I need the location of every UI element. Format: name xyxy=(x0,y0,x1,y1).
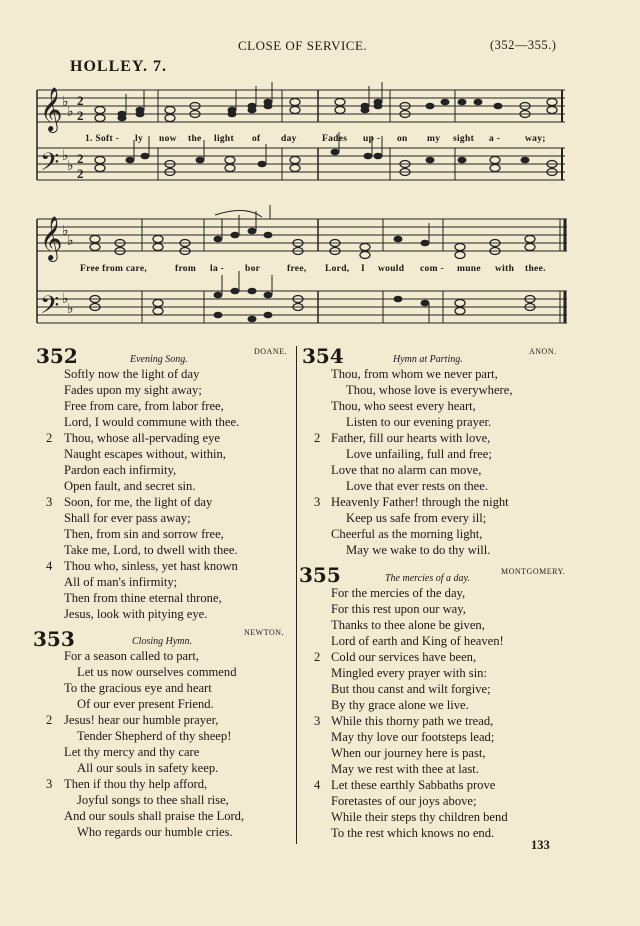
page-header xyxy=(0,36,640,56)
svg-text:♭: ♭ xyxy=(67,302,74,317)
svg-text:𝄢: 𝄢 xyxy=(40,148,60,183)
svg-text:♭: ♭ xyxy=(62,149,69,164)
svg-text:♭: ♭ xyxy=(67,159,74,174)
hymn-author-353: NEWTON. xyxy=(244,628,285,637)
svg-text:2: 2 xyxy=(77,151,84,166)
svg-text:♭: ♭ xyxy=(62,292,69,307)
svg-text:♭: ♭ xyxy=(62,95,69,110)
bass-staff-1 xyxy=(37,148,565,180)
svg-text:𝄞: 𝄞 xyxy=(40,216,63,260)
hymn-author-355: MONTGOMERY. xyxy=(501,567,566,576)
svg-text:♭: ♭ xyxy=(67,234,74,249)
hymn-title-355: The mercies of a day. xyxy=(385,573,470,584)
svg-text:𝄢: 𝄢 xyxy=(40,291,60,326)
svg-text:♭: ♭ xyxy=(67,105,74,120)
svg-text:𝄞: 𝄞 xyxy=(40,87,63,131)
svg-text:♭: ♭ xyxy=(62,224,69,239)
hymn-number-354: 354 xyxy=(302,344,344,368)
tune-title: HOLLEY. 7. xyxy=(70,58,167,75)
section-title: CLOSE OF SERVICE. xyxy=(238,38,368,53)
svg-text:2: 2 xyxy=(77,166,84,181)
hymn-title-352: Evening Song. xyxy=(130,354,188,365)
hymn-range: (352—355.) xyxy=(490,38,557,52)
hymn-number-352: 352 xyxy=(36,344,78,368)
page-number: 133 xyxy=(531,838,550,852)
hymn-author-352: DOANE. xyxy=(254,347,287,356)
hymn-title-353: Closing Hymn. xyxy=(132,636,192,647)
hymn-author-354: ANON. xyxy=(529,347,557,356)
svg-text:2: 2 xyxy=(77,108,84,123)
hymn-title-354: Hymn at Parting. xyxy=(393,354,463,365)
hymn-number-355: 355 xyxy=(299,563,341,587)
hymn-number-353: 353 xyxy=(33,627,75,651)
treble-staff-1 xyxy=(37,90,565,122)
column-divider xyxy=(296,346,297,844)
svg-text:2: 2 xyxy=(77,93,84,108)
